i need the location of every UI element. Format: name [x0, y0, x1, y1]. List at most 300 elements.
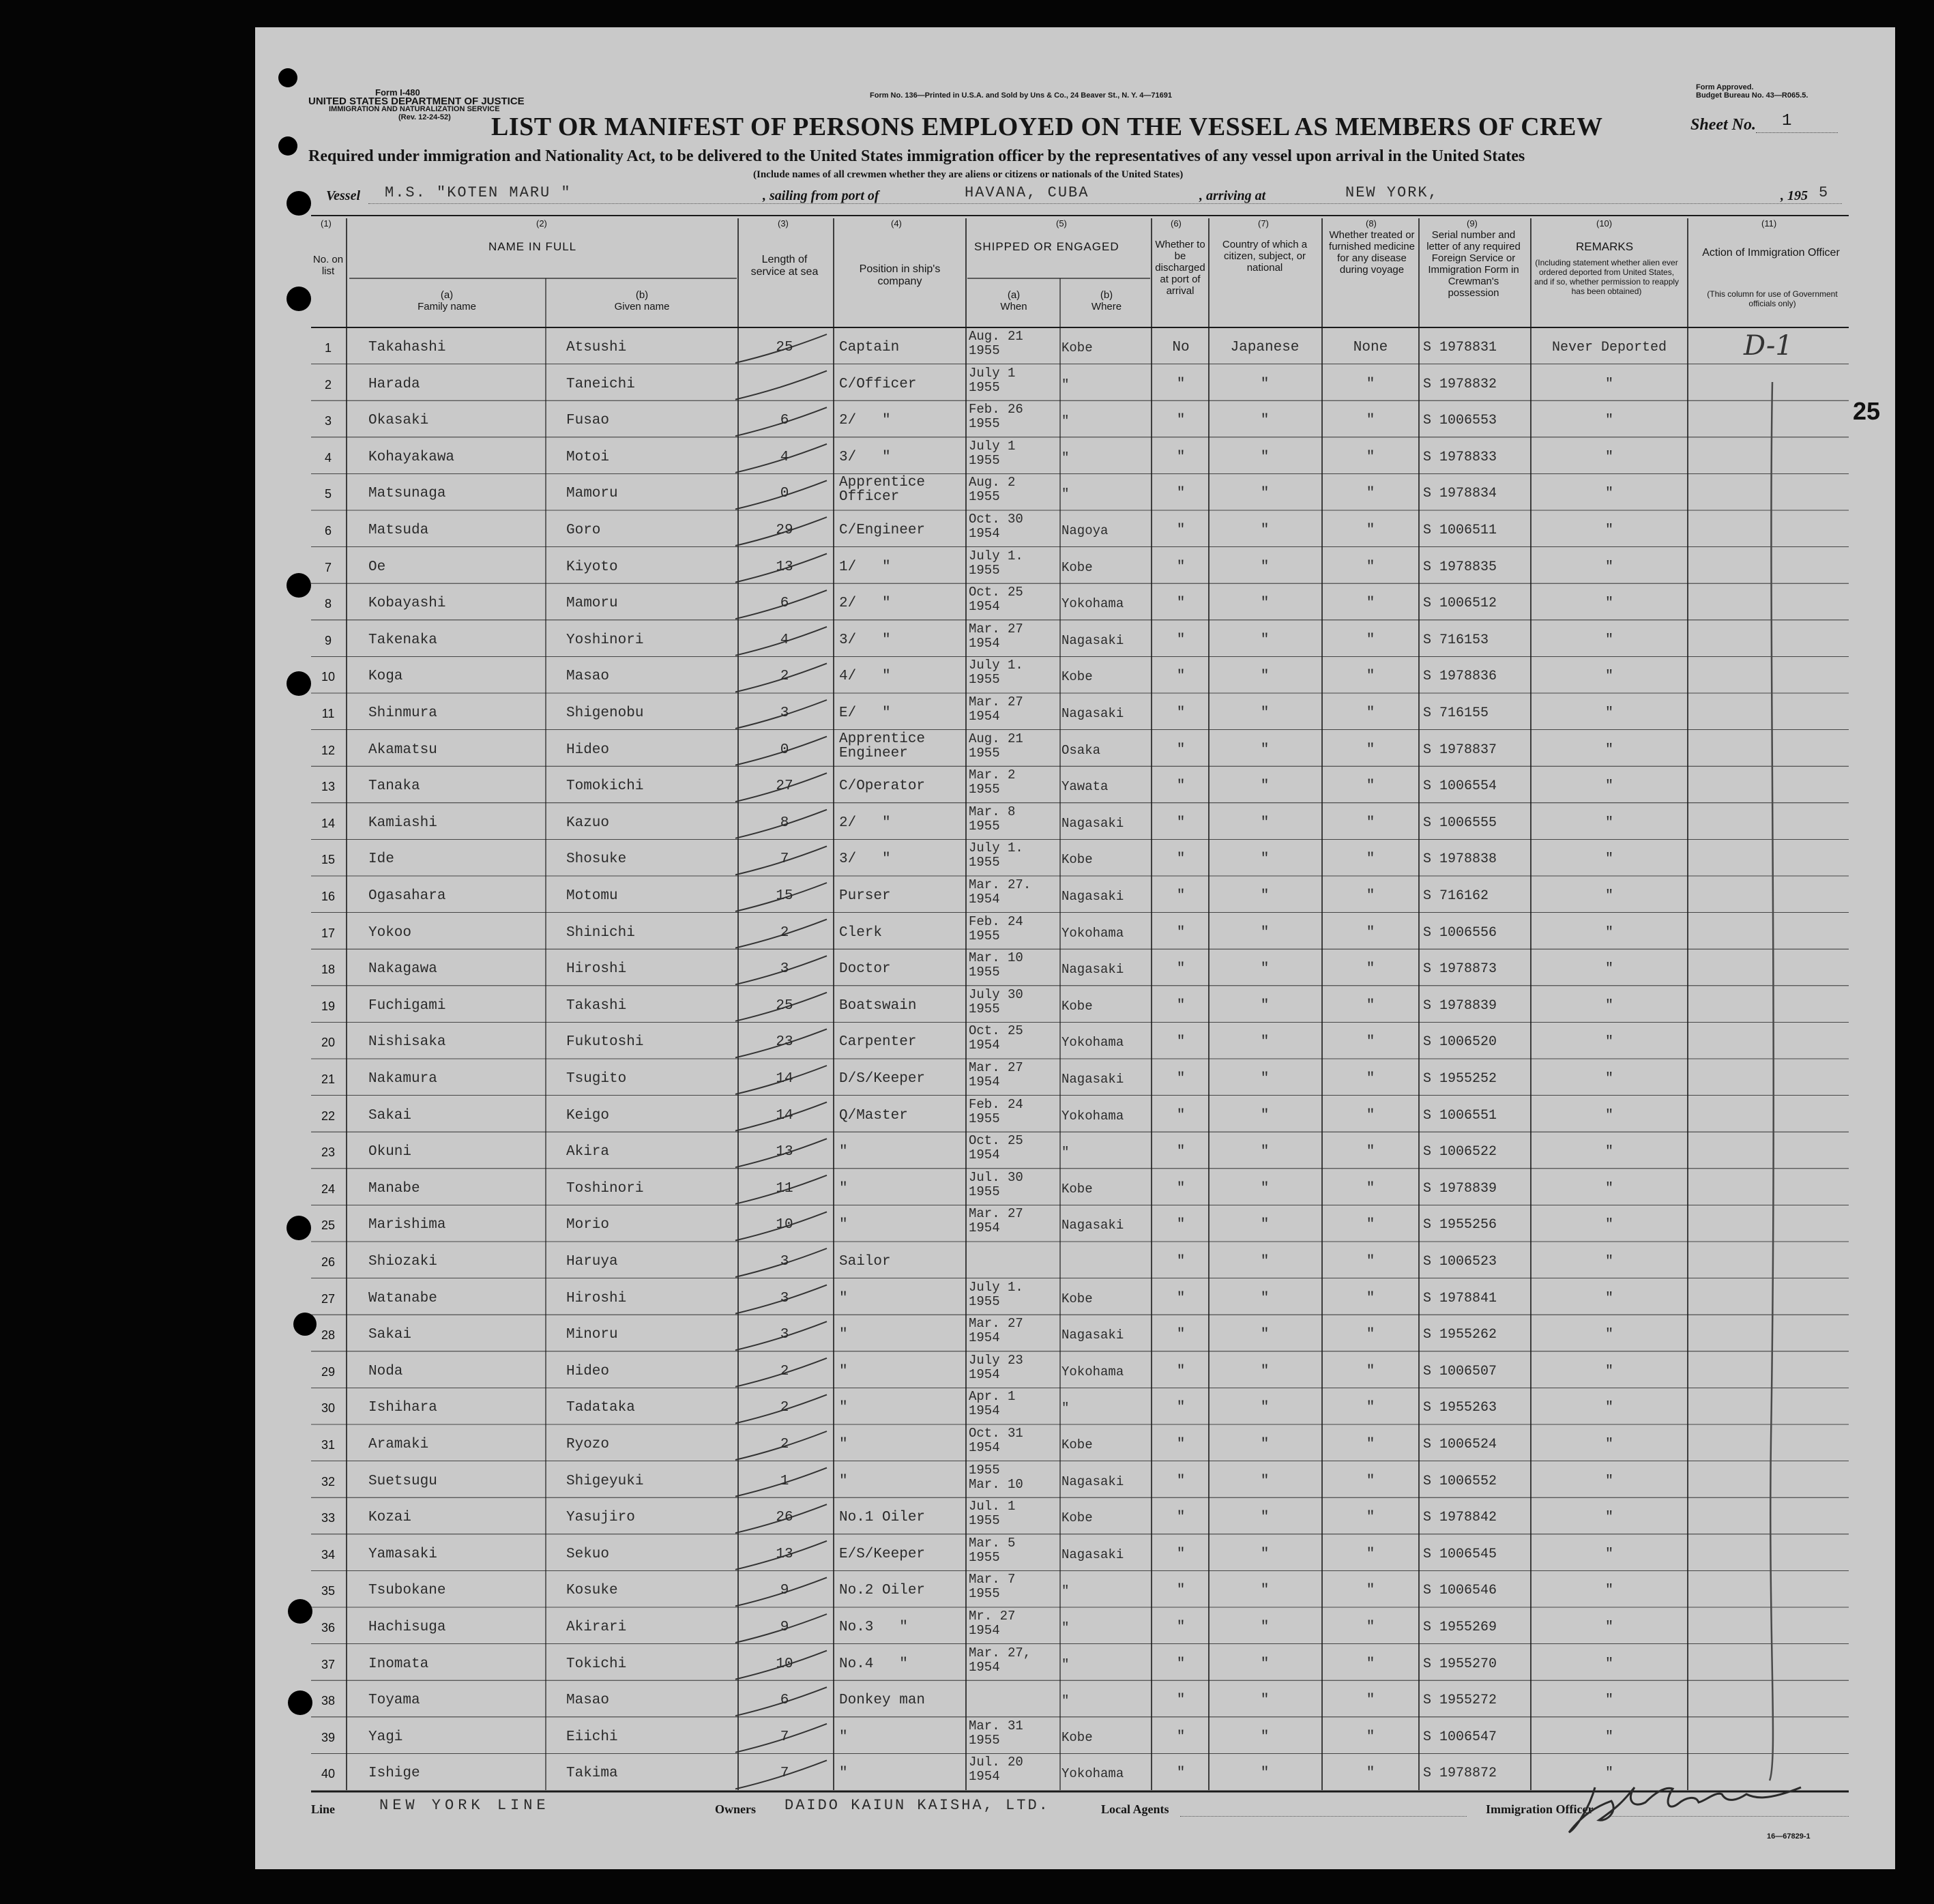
row-6-where: Nagoya [1061, 523, 1109, 538]
row-2-where: " [1061, 377, 1070, 392]
row-2-discharged: " [1176, 376, 1186, 392]
owners-label: Owners [715, 1802, 756, 1816]
row-40-serial: S 1978872 [1423, 1766, 1497, 1782]
row-17-service: 2 [780, 924, 789, 941]
col1-number: (1) [321, 218, 332, 229]
row-14-service: 8 [780, 815, 789, 831]
row-40-when: Jul. 20 1954 [969, 1755, 1023, 1785]
row-18-country: " [1260, 961, 1270, 978]
row-23-service: 13 [776, 1144, 793, 1160]
row-21-remarks: " [1605, 1071, 1613, 1087]
row-35-no: 35 [321, 1584, 336, 1598]
row-32-remarks: " [1605, 1473, 1613, 1489]
col7-number: (7) [1258, 218, 1269, 229]
row-31-remarks: " [1605, 1437, 1613, 1452]
row-5-when: Aug. 2 1955 [969, 475, 1016, 505]
row-4-family: Kohayakawa [368, 449, 455, 465]
line-value: NEW YORK LINE [379, 1797, 550, 1814]
row-38-service: 6 [780, 1693, 789, 1709]
row-7-discharged: " [1176, 559, 1186, 575]
row-15-serial: S 1978838 [1423, 851, 1497, 868]
row-30-medicine: " [1366, 1400, 1375, 1416]
sailing-label: , sailing from port of [763, 188, 879, 203]
row-23-medicine: " [1366, 1144, 1375, 1160]
row-21-no: 21 [321, 1072, 336, 1086]
row-17-serial: S 1006556 [1423, 924, 1497, 941]
row-36-family: Hachisuga [368, 1620, 446, 1635]
row-10-position: 4/ " [839, 669, 891, 685]
row-4-discharged: " [1176, 449, 1186, 465]
row-15-no: 15 [321, 853, 336, 867]
row-5-medicine: " [1366, 486, 1375, 502]
row-1-family: Takahashi [368, 340, 446, 355]
row-25-family: Marishima [368, 1217, 446, 1233]
row-36-given: Akirari [566, 1620, 627, 1635]
row-36-medicine: " [1366, 1620, 1375, 1635]
row-10-family: Koga [368, 669, 403, 685]
row-1-country: Japanese [1230, 340, 1300, 355]
row-9-when: Mar. 27 1954 [969, 621, 1023, 651]
row-3-family: Okasaki [368, 413, 429, 429]
row-16-position: Purser [839, 888, 891, 904]
row-23-when: Oct. 25 1954 [969, 1133, 1023, 1163]
row-34-remarks: " [1605, 1546, 1613, 1562]
row-32-no: 32 [321, 1474, 336, 1489]
row-31-family: Aramaki [368, 1437, 429, 1452]
row-7-family: Oe [368, 559, 386, 575]
row-29-when: July 23 1954 [969, 1352, 1023, 1382]
row-28-remarks: " [1605, 1327, 1613, 1343]
row-26-serial: S 1006523 [1423, 1254, 1497, 1270]
row-27-when: July 1. 1955 [969, 1279, 1023, 1309]
row-21-medicine: " [1366, 1071, 1375, 1087]
row-21-position: D/S/Keeper [839, 1071, 926, 1087]
row-14-where: Nagasaki [1061, 815, 1124, 831]
row-33-given: Yasujiro [566, 1510, 635, 1526]
action-mark: D-1 [1744, 330, 1793, 362]
row-18-position: Doctor [839, 961, 891, 978]
row-30-no: 30 [321, 1401, 336, 1416]
row-15-service: 7 [780, 851, 789, 868]
row-33-service: 26 [776, 1510, 793, 1526]
col11-header: Action of Immigration Officer [1702, 247, 1840, 259]
row-22-no: 22 [321, 1109, 336, 1123]
row-12-no: 12 [321, 743, 336, 757]
row-9-remarks: " [1605, 632, 1613, 648]
row-40-country: " [1260, 1766, 1270, 1782]
col7-header: Country of which a citizen, subject, or national [1222, 239, 1308, 274]
form-number: Form I-480 [375, 87, 420, 98]
row-35-discharged: " [1176, 1583, 1186, 1599]
row-7-given: Kiyoto [566, 559, 618, 575]
col11-number: (11) [1761, 218, 1777, 229]
form-revision: (Rev. 12-24-52) [398, 113, 451, 121]
row-16-discharged: " [1176, 888, 1186, 904]
row-12-medicine: " [1366, 742, 1375, 758]
row-40-medicine: " [1366, 1766, 1375, 1782]
vessel-label: Vessel [326, 188, 360, 203]
row-6-medicine: " [1366, 523, 1375, 538]
row-17-when: Feb. 24 1955 [969, 913, 1023, 943]
row-2-country: " [1260, 376, 1270, 392]
sheet-label: Sheet No. [1690, 116, 1756, 134]
row-26-country: " [1260, 1254, 1270, 1270]
row-24-serial: S 1978839 [1423, 1180, 1497, 1197]
col5-header: SHIPPED OR ENGAGED [974, 240, 1119, 253]
row-4-serial: S 1978833 [1423, 449, 1497, 465]
row-9-service: 4 [780, 632, 789, 648]
row-8-where: Yokohama [1061, 596, 1124, 612]
row-17-given: Shinichi [566, 924, 635, 941]
row-25-where: Nagasaki [1061, 1218, 1124, 1233]
row-25-medicine: " [1366, 1217, 1375, 1233]
row-35-position: No.2 Oiler [839, 1583, 926, 1599]
row-36-service: 9 [780, 1620, 789, 1635]
col10-note: (Including statement whether alien ever ordered deported from United States, and if so, whether permission to reapply has been obtained) [1534, 258, 1680, 296]
row-12-discharged: " [1176, 742, 1186, 758]
row-11-serial: S 716155 [1423, 705, 1489, 721]
row-6-no: 6 [324, 524, 332, 538]
subtitle: Required under immigration and Nationality Act, to be delivered to the United States immigration officer by the representatives of any vessel upon arrival in the United States [308, 147, 1525, 165]
row-9-where: Nagasaki [1061, 632, 1124, 648]
row-36-country: " [1260, 1620, 1270, 1635]
row-21-service: 14 [776, 1071, 793, 1087]
row-16-medicine: " [1366, 888, 1375, 904]
row-29-medicine: " [1366, 1363, 1375, 1379]
row-26-family: Shiozaki [368, 1254, 437, 1270]
row-10-discharged: " [1176, 669, 1186, 685]
row-7-where: Kobe [1061, 559, 1093, 575]
row-22-remarks: " [1605, 1107, 1613, 1124]
col10-number: (10) [1596, 218, 1613, 229]
row-7-remarks: " [1605, 559, 1613, 575]
row-1-when: Aug. 21 1955 [969, 329, 1023, 358]
row-15-medicine: " [1366, 851, 1375, 868]
arriving-label: , arriving at [1199, 188, 1266, 203]
row-27-remarks: " [1605, 1290, 1613, 1306]
row-22-country: " [1260, 1107, 1270, 1124]
row-36-when: Mr. 27 1954 [969, 1609, 1016, 1638]
row-2-position: C/Officer [839, 376, 917, 392]
row-24-discharged: " [1176, 1180, 1186, 1197]
row-8-discharged: " [1176, 596, 1186, 612]
col5b-header: (b) Where [1091, 289, 1122, 312]
row-28-service: 3 [780, 1327, 789, 1343]
row-40-given: Takima [566, 1766, 618, 1782]
row-9-serial: S 716153 [1423, 632, 1489, 648]
col2-header: NAME IN FULL [488, 240, 577, 253]
row-3-given: Fusao [566, 413, 610, 429]
row-24-medicine: " [1366, 1180, 1375, 1197]
row-12-given: Hideo [566, 742, 610, 758]
col10-header: REMARKS [1576, 240, 1634, 253]
row-7-serial: S 1978835 [1423, 559, 1497, 575]
row-14-serial: S 1006555 [1423, 815, 1497, 831]
row-3-service: 6 [780, 413, 789, 429]
row-12-where: Osaka [1061, 742, 1101, 758]
row-9-position: 3/ " [839, 632, 891, 648]
row-8-service: 6 [780, 596, 789, 612]
row-17-remarks: " [1605, 924, 1613, 941]
row-34-when: Mar. 5 1955 [969, 1535, 1016, 1565]
row-18-remarks: " [1605, 961, 1613, 978]
row-23-where: " [1061, 1145, 1070, 1160]
row-32-country: " [1260, 1473, 1270, 1489]
row-23-position: " [839, 1144, 848, 1160]
row-21-given: Tsugito [566, 1071, 627, 1087]
row-19-serial: S 1978839 [1423, 997, 1497, 1014]
row-5-position: Apprentice Officer [839, 475, 926, 506]
row-20-serial: S 1006520 [1423, 1034, 1497, 1051]
row-12-remarks: " [1605, 742, 1613, 758]
row-27-country: " [1260, 1290, 1270, 1306]
row-5-country: " [1260, 486, 1270, 502]
row-1-where: Kobe [1061, 340, 1093, 355]
row-32-service: 1 [780, 1473, 789, 1489]
row-6-country: " [1260, 523, 1270, 538]
row-26-given: Haruya [566, 1254, 618, 1270]
row-35-where: " [1061, 1583, 1070, 1599]
row-10-service: 2 [780, 669, 789, 685]
row-14-medicine: " [1366, 815, 1375, 831]
row-39-medicine: " [1366, 1729, 1375, 1745]
row-35-family: Tsubokane [368, 1583, 446, 1599]
row-39-when: Mar. 31 1955 [969, 1718, 1023, 1748]
row-28-position: " [839, 1327, 848, 1343]
row-30-position: " [839, 1400, 848, 1416]
row-12-when: Aug. 21 1955 [969, 731, 1023, 761]
row-3-medicine: " [1366, 413, 1375, 429]
row-15-given: Shosuke [566, 851, 627, 868]
row-37-discharged: " [1176, 1656, 1186, 1672]
row-24-family: Manabe [368, 1180, 420, 1197]
row-18-discharged: " [1176, 961, 1186, 978]
row-18-service: 3 [780, 961, 789, 978]
row-19-given: Takashi [566, 997, 627, 1014]
row-30-service: 2 [780, 1400, 789, 1416]
row-36-serial: S 1955269 [1423, 1620, 1497, 1635]
row-37-remarks: " [1605, 1656, 1613, 1672]
col8-header: Whether treated or furnished medicine for any disease during voyage [1329, 229, 1415, 276]
row-1-service: 25 [776, 340, 793, 355]
row-34-country: " [1260, 1546, 1270, 1562]
row-4-position: 3/ " [839, 449, 891, 465]
row-2-serial: S 1978832 [1423, 376, 1497, 392]
row-6-remarks: " [1605, 523, 1613, 538]
row-27-serial: S 1978841 [1423, 1290, 1497, 1306]
row-24-where: Kobe [1061, 1181, 1093, 1197]
vessel-name: M.S. "KOTEN MARU " [385, 184, 572, 201]
row-14-given: Kazuo [566, 815, 610, 831]
col6-header: Whether to be discharged at port of arrival [1155, 239, 1205, 297]
row-35-when: Mar. 7 1955 [969, 1572, 1016, 1602]
row-18-medicine: " [1366, 961, 1375, 978]
row-23-family: Okuni [368, 1144, 412, 1160]
row-21-country: " [1260, 1071, 1270, 1087]
crew-note: (Include names of all crewmen whether they are aliens or citizens or nationals of the United States) [753, 169, 1184, 180]
row-20-family: Nishisaka [368, 1034, 446, 1051]
row-15-where: Kobe [1061, 852, 1093, 868]
row-12-country: " [1260, 742, 1270, 758]
row-25-position: " [839, 1217, 848, 1233]
row-20-where: Yokohama [1061, 1035, 1124, 1051]
row-6-position: C/Engineer [839, 523, 926, 538]
row-34-no: 34 [321, 1547, 336, 1562]
row-32-serial: S 1006552 [1423, 1473, 1497, 1489]
row-37-given: Tokichi [566, 1656, 627, 1672]
row-33-no: 33 [321, 1511, 336, 1525]
row-17-family: Yokoo [368, 924, 412, 941]
row-11-position: E/ " [839, 705, 891, 721]
owners-value: DAIDO KAIUN KAISHA, LTD. [785, 1797, 1050, 1814]
row-11-no: 11 [321, 707, 335, 720]
row-19-service: 25 [776, 997, 793, 1014]
row-16-serial: S 716162 [1423, 888, 1489, 904]
row-13-when: Mar. 2 1955 [969, 767, 1016, 797]
row-32-family: Suetsugu [368, 1473, 437, 1489]
col3-header: Length of service at sea [750, 254, 819, 278]
row-2-given: Taneichi [566, 376, 635, 392]
row-19-remarks: " [1605, 997, 1613, 1014]
row-10-medicine: " [1366, 669, 1375, 685]
row-10-remarks: " [1605, 669, 1613, 685]
row-36-no: 36 [321, 1621, 336, 1635]
row-6-given: Goro [566, 523, 601, 538]
row-16-country: " [1260, 888, 1270, 904]
row-16-no: 16 [321, 890, 336, 903]
row-16-family: Ogasahara [368, 888, 446, 904]
row-8-position: 2/ " [839, 596, 891, 612]
row-32-where: Nagasaki [1061, 1474, 1124, 1489]
margin-number: 25 [1853, 397, 1881, 425]
row-34-where: Nagasaki [1061, 1547, 1124, 1562]
col8-number: (8) [1366, 218, 1377, 229]
row-30-given: Tadataka [566, 1400, 635, 1416]
row-17-position: Clerk [839, 924, 883, 941]
row-22-serial: S 1006551 [1423, 1107, 1497, 1124]
row-5-remarks: " [1605, 486, 1613, 502]
row-12-family: Akamatsu [368, 742, 437, 758]
row-14-position: 2/ " [839, 815, 891, 831]
row-16-where: Nagasaki [1061, 889, 1124, 904]
row-24-position: " [839, 1180, 848, 1197]
row-40-where: Yokohama [1061, 1766, 1124, 1782]
row-27-where: Kobe [1061, 1291, 1093, 1306]
immigration-officer-label: Immigration Officer [1486, 1802, 1594, 1816]
row-14-no: 14 [321, 816, 336, 830]
row-27-medicine: " [1366, 1290, 1375, 1306]
row-27-service: 3 [780, 1290, 789, 1306]
row-31-country: " [1260, 1437, 1270, 1452]
row-13-serial: S 1006554 [1423, 778, 1497, 795]
row-9-no: 9 [324, 633, 332, 647]
row-12-serial: S 1978837 [1423, 742, 1497, 758]
row-33-position: No.1 Oiler [839, 1510, 926, 1526]
row-30-country: " [1260, 1400, 1270, 1416]
col6-number: (6) [1171, 218, 1182, 229]
line-label: Line [311, 1802, 336, 1816]
row-25-given: Morio [566, 1217, 610, 1233]
row-18-when: Mar. 10 1955 [969, 950, 1023, 980]
budget-bureau: Budget Bureau No. 43—R065.5. [1696, 91, 1808, 100]
row-37-when: Mar. 27, 1954 [969, 1645, 1031, 1675]
row-23-country: " [1260, 1144, 1270, 1160]
row-31-discharged: " [1176, 1437, 1186, 1452]
row-17-medicine: " [1366, 924, 1375, 941]
row-23-no: 23 [321, 1145, 336, 1160]
row-37-where: " [1061, 1656, 1070, 1672]
row-31-no: 31 [321, 1438, 336, 1452]
row-8-country: " [1260, 596, 1270, 612]
row-25-no: 25 [321, 1218, 336, 1233]
row-21-where: Nagasaki [1061, 1072, 1124, 1087]
row-29-where: Yokohama [1061, 1364, 1124, 1379]
row-29-remarks: " [1605, 1363, 1613, 1379]
col4-header: Position in ship's company [859, 263, 941, 287]
col3-number: (3) [778, 218, 789, 229]
row-20-given: Fukutoshi [566, 1034, 644, 1051]
row-16-remarks: " [1605, 888, 1613, 904]
row-35-given: Kosuke [566, 1583, 618, 1599]
row-10-when: July 1. 1955 [969, 658, 1023, 688]
row-15-when: July 1. 1955 [969, 840, 1023, 870]
row-40-no: 40 [321, 1767, 336, 1781]
row-11-service: 3 [780, 705, 789, 721]
row-11-medicine: " [1366, 705, 1375, 721]
row-37-family: Inomata [368, 1656, 429, 1672]
form-approved: Form Approved. [1696, 83, 1754, 91]
row-38-position: Donkey man [839, 1693, 926, 1709]
row-29-serial: S 1006507 [1423, 1363, 1497, 1379]
service-name: IMMIGRATION AND NATURALIZATION SERVICE [329, 105, 500, 113]
row-34-family: Yamasaki [368, 1546, 437, 1562]
row-3-country: " [1260, 413, 1270, 429]
col5-number: (5) [1056, 218, 1067, 229]
local-agents-label: Local Agents [1101, 1802, 1169, 1816]
row-14-country: " [1260, 815, 1270, 831]
row-33-country: " [1260, 1510, 1270, 1526]
row-33-medicine: " [1366, 1510, 1375, 1526]
row-37-serial: S 1955270 [1423, 1656, 1497, 1672]
row-1-position: Captain [839, 340, 900, 355]
row-32-position: " [839, 1473, 848, 1489]
row-22-position: Q/Master [839, 1107, 908, 1124]
row-19-medicine: " [1366, 997, 1375, 1014]
row-39-remarks: " [1605, 1729, 1613, 1745]
row-19-where: Kobe [1061, 998, 1093, 1014]
row-13-given: Tomokichi [566, 778, 644, 795]
row-1-discharged: No [1172, 340, 1190, 355]
row-32-medicine: " [1366, 1473, 1375, 1489]
row-10-where: Kobe [1061, 669, 1093, 685]
row-12-service: 0 [780, 742, 789, 758]
row-15-family: Ide [368, 851, 394, 868]
row-35-remarks: " [1605, 1583, 1613, 1599]
printer-line: Form No. 136—Printed in U.S.A. and Sold by Uns & Co., 24 Beaver St., N. Y. 4—71691 [870, 91, 1172, 100]
row-29-service: 2 [780, 1363, 789, 1379]
row-23-remarks: " [1605, 1144, 1613, 1160]
row-34-given: Sekuo [566, 1546, 610, 1562]
row-18-serial: S 1978873 [1423, 961, 1497, 978]
row-37-no: 37 [321, 1657, 336, 1671]
row-2-family: Harada [368, 376, 420, 392]
row-22-discharged: " [1176, 1107, 1186, 1124]
row-7-medicine: " [1366, 559, 1375, 575]
row-7-country: " [1260, 559, 1270, 575]
row-19-position: Boatswain [839, 997, 917, 1014]
row-40-remarks: " [1605, 1766, 1613, 1782]
row-21-discharged: " [1176, 1071, 1186, 1087]
